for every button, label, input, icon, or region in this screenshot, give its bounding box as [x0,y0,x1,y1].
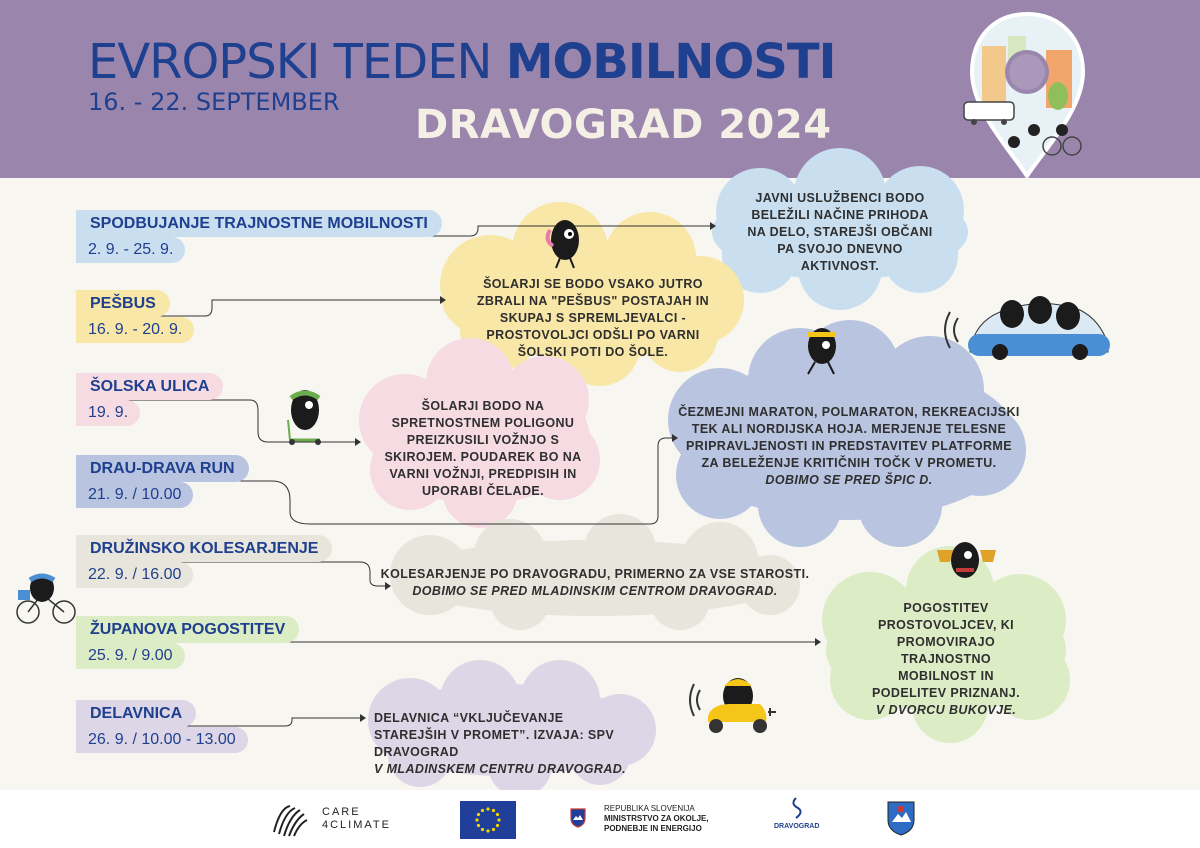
care-line1: CARE [322,806,361,818]
eu-star-icon [475,818,478,821]
bubble-6-text: POGOSTITEV PROSTOVOLJCEV, KI PROMOVIRAJO TRAJNOSTNO MOBILNOST IN PODELITEV PRIZNANJ. [872,601,1020,700]
bubble-5-text: KOLESARJENJE PO DRAVOGRADU, PRIMERNO ZA VSE STAROSTI. [380,567,810,581]
bubble-text-7 [374,710,634,778]
mascot-bicycle-icon [17,574,75,623]
bubble-5-italic: DOBIMO SE PRED MLADINSKIM CENTROM DRAVOGRAD. [412,584,778,598]
event-title: PEŠBUS [76,290,170,317]
event-date: 19. 9. [76,400,140,426]
bubble-text-1 [745,190,935,275]
ministry-logo [604,804,709,834]
bubble-7-italic: V MLADINSKEM CENTRU DRAVOGRAD. [374,762,627,776]
city-year: DRAVOGRAD 2024 [415,102,832,148]
eu-star-icon [486,807,489,810]
dravograd-logo: DRAVOGRAD [774,823,820,830]
eu-star-icon [477,813,480,816]
care4climate-logo [322,806,391,832]
bubble-3-text: ŠOLARJI BODO NA SPRETNOSTNEM POLIGONU PREIZKUSILI VOŽNJO S SKIROJEM. POUDAREK BO NA VARNI VOŽNJI, PREDPISIH IN UPORABI ČELADE. [384,399,582,498]
eu-star-icon [492,809,495,812]
eu-star-icon [481,809,484,812]
bubble-text-3 [372,398,594,500]
event-date: 26. 9. / 10.00 - 13.00 [76,727,248,753]
event-date: 2. 9. - 25. 9. [76,237,185,263]
slovenia-coat-icon [570,808,586,828]
ministry-line1: REPUBLIKA SLOVENIJA [604,804,695,813]
eu-star-icon [477,824,480,827]
bubble-1-text: JAVNI USLUŽBENCI BODO BELEŽILI NAČINE PRIHODA NA DELO, STAREJŠI OBČANI PA SVOJO DNEVNO AKTIVNOST. [747,191,933,273]
eu-star-icon [481,828,484,831]
bubble-2-text: ŠOLARJI SE BODO VSAKO JUTRO ZBRALI NA "PEŠBUS" POSTAJAH IN SKUPAJ S SPREMLJEVALCI - PROSTOVOLJCI ODŠLI PO VARNI ŠOLSKI POTI DO ŠOLE. [476,277,710,359]
care4climate-logo-icon [270,802,310,838]
event-title: ŠOLSKA ULICA [76,373,223,400]
bubble-4-italic: DOBIMO SE PRED ŠPIC D. [765,473,933,487]
eu-star-icon [496,813,499,816]
eu-star-icon [496,824,499,827]
bubble-7-text: DELAVNICA “VKLJUČEVANJE STAREJŠIH V PROMET”. IZVAJA: SPV DRAVOGRAD [374,711,615,759]
title-bold: MOBILNOSTI [505,34,836,90]
dravograd-coat-of-arms-icon [886,800,916,836]
bubble-text-2 [470,276,716,361]
event-date: 22. 9. / 16.00 [76,562,193,588]
event-title: SPODBUJANJE TRAJNOSTNE MOBILNOSTI [76,210,442,237]
eu-flag-icon [460,801,516,839]
week-dates: 16. - 22. SEPTEMBER [88,88,340,116]
event-date: 16. 9. - 20. 9. [76,317,194,343]
event-title: DRUŽINSKO KOLESARJENJE [76,535,332,562]
mascot-moped-icon [690,678,776,733]
mascot-scooter-icon [288,390,321,445]
dravograd-logo-icon [786,796,808,820]
event-date: 25. 9. / 9.00 [76,643,185,669]
ministry-line2: MINISTRSTVO ZA OKOLJE, [604,814,709,823]
eu-star-icon [492,828,495,831]
eu-star-icon [497,818,500,821]
event-title: DRAU-DRAVA RUN [76,455,249,482]
family-car-icon [945,296,1110,360]
event-date: 21. 9. / 10.00 [76,482,193,508]
bubble-text-5 [372,566,818,600]
bubble-text-6 [866,600,1026,719]
ministry-line3: PODNEBJE IN ENERGIJO [604,824,702,833]
bubble-6-italic: V DVORCU BUKOVJE. [875,703,1017,717]
bubble-4-text: ČEZMEJNI MARATON, POLMARATON, REKREACIJSKI TEK ALI NORDIJSKA HOJA. MERJENJE TELESNE PRIPRAVLJENOSTI IN PREDSTAVITEV PLATFORME ZA BELEŽENJE KRITIČNIH TOČK V PROMETU. [678,405,1020,470]
event-title: DELAVNICA [76,700,196,727]
eu-star-icon [486,829,489,832]
care-line2: 4CLIMATE [322,819,391,831]
bubble-text-4 [676,404,1022,489]
footer-logos [0,790,1200,848]
title-light: EVROPSKI TEDEN [88,34,506,90]
event-title: ŽUPANOVA POGOSTITEV [76,616,299,643]
